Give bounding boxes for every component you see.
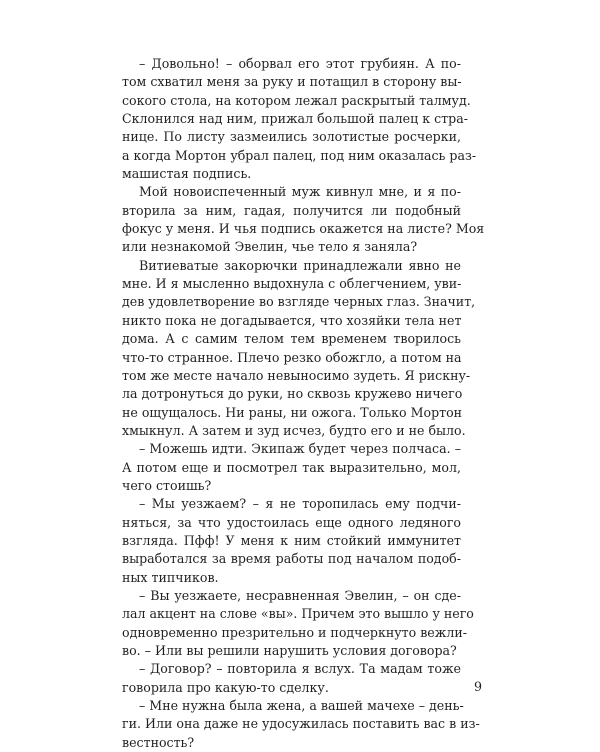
text-line: взгляда. Пфф! У меня к ним стойкий иммунитет	[122, 532, 461, 548]
text-line: нице. По листу зазмеились золотистые росчерки,	[122, 129, 461, 145]
text-line: – Довольно! – оборвал его этот грубиян. А по-	[139, 56, 461, 71]
text-line: том схватил меня за руку и потащил в сторону вы-	[122, 74, 462, 90]
text-line: мне. И я мысленно выдохнула с облегчением, уви-	[122, 276, 462, 292]
text-line: одновременно презрительно и подчеркнуто вежли-	[122, 624, 467, 640]
text-line: том же месте начало невыносимо зудеть. Я рискну-	[122, 367, 471, 383]
text-line: сокого стола, на котором лежал раскрытый талмуд.	[122, 92, 471, 108]
text-line: ги. Или она даже не удосужилась поставить вас в из-	[122, 716, 480, 732]
text-line: никто пока не догадывается, что хозяйки тела нет	[122, 312, 462, 328]
text-line: няться, за что удостоилась еще одного ледяного	[122, 514, 461, 530]
text-line: дев удовлетворение во взгляде черных глаз. Значит,	[122, 294, 476, 310]
text-line: а когда Мортон убрал палец, под ним оказалась раз-	[122, 147, 477, 163]
text-line: – Договор? – повторила я вслух. Та мадам тоже	[139, 661, 461, 677]
text-line: машистая подпись.	[122, 166, 252, 182]
body-text	[122, 55, 485, 752]
text-line: во. – Или вы решили нарушить условия договора?	[122, 643, 457, 658]
text-line: ных типчиков.	[122, 569, 219, 585]
text-line: лал акцент на слове «вы». Причем это вышло у него	[122, 606, 474, 622]
text-line: чего стоишь?	[122, 477, 212, 493]
text-line: Склонился над ним, прижал большой палец к стра-	[122, 111, 468, 127]
text-line: фокус у меня. И чья подпись окажется на листе? Моя	[122, 221, 485, 237]
text-line: вестность?	[122, 734, 195, 750]
text-line: выработался за время работы под началом подоб-	[122, 551, 461, 567]
text-line: Мой новоиспеченный муж кивнул мне, и я по-	[139, 184, 461, 200]
text-line: – Вы уезжаете, несравненная Эвелин, – он сде-	[139, 587, 461, 603]
text-line: хмыкнул. А затем и зуд исчез, будто его и не было.	[122, 422, 466, 438]
text-line: не ощущалось. Ни раны, ни ожога. Только Мортон	[122, 404, 463, 420]
text-line: что-то странное. Плечо резко обожгло, а потом на	[122, 349, 462, 365]
text-line: ла дотронуться до руки, но сквозь кружево ничего	[122, 386, 463, 402]
text-line: Витиеватые закорючки принадлежали явно не	[139, 257, 461, 273]
text-line: вторила за ним, гадая, получится ли подобный	[122, 202, 461, 218]
text-line: – Мне нужна была жена, а вашей мачехе – день-	[139, 698, 464, 714]
text-line: дома. А с самим телом тем временем творилось	[122, 331, 461, 347]
text-line: А потом еще и посмотрел так выразительно, мол,	[122, 459, 461, 475]
text-line: – Мы уезжаем? – я не торопилась ему подчи-	[139, 496, 461, 512]
text-line: – Можешь идти. Экипаж будет через полчаса. –	[139, 441, 461, 457]
page-number: 9	[473, 679, 482, 694]
text-line: или незнакомой Эвелин, чье тело я заняла?	[122, 239, 418, 255]
text-line: говорила про какую-то сделку.	[122, 679, 329, 695]
